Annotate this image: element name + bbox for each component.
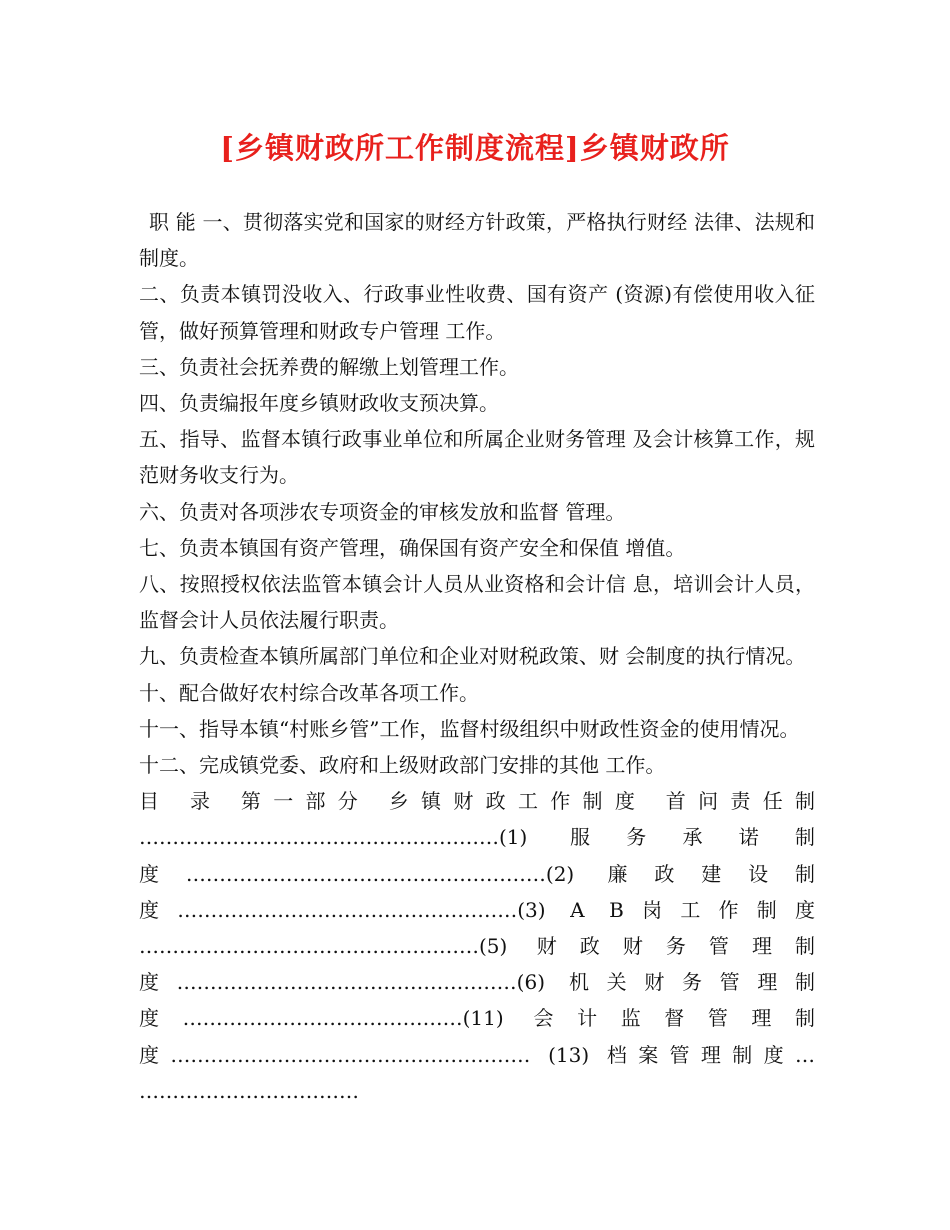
paragraph-item-9: 九、负责检查本镇所属部门单位和企业对财税政策、财 会制度的执行情况。 [139, 644, 806, 669]
paragraph-item-11: 十一、指导本镇“村账乡管”工作，监督村级组织中财政性资金的使用情况。 [139, 716, 800, 741]
paragraph-item-5: 五、指导、监督本镇行政事业单位和所属企业财务管理 及会计核算工作，规范财务收支行为。 [139, 427, 815, 488]
paragraph-item-4: 四、负责编报年度乡镇财政收支预决算。 [139, 391, 499, 416]
document-body [139, 204, 815, 1109]
table-of-contents: 目 录 第一部分 乡镇财政工作制度 首问责任制 ………………………………………………(1) 服务承诺制度………………………………………………(2) 廉政建设制度……………………………………………(3) A B岗工作制度 ……………………………………………(5) 财政财务管理制度……………………………………………(6) 机关财务管理制度……………………………………(11) 会计监督管理制度……………………………………………… (13) 档案管理制度… …………………………… [139, 789, 815, 1103]
document-title: [乡镇财政所工作制度流程]乡镇财政所 [220, 131, 730, 165]
paragraph-item-10: 十、配合做好农村综合改革各项工作。 [139, 680, 479, 705]
paragraph-item-6: 六、负责对各项涉农专项资金的审核发放和监督 管理。 [139, 499, 626, 524]
paragraph-item-3: 三、负责社会抚养费的解缴上划管理工作。 [139, 354, 519, 379]
paragraph-item-7: 七、负责本镇国有资产管理，确保国有资产安全和保值 增值。 [139, 535, 686, 560]
paragraph-functions: 职 能 一、贯彻落实党和国家的财经方针政策，严格执行财经 法律、法规和制度。 [139, 210, 815, 271]
paragraph-item-2: 二、负责本镇罚没收入、行政事业性收费、国有资产 (资源)有偿使用收入征管，做好预算管理和财政专户管理 工作。 [139, 282, 815, 343]
paragraph-item-8: 八、按照授权依法监管本镇会计人员从业资格和会计信 息，培训会计人员，监督会计人员依法履行职责。 [139, 572, 815, 633]
paragraph-item-12: 十二、完成镇党委、政府和上级财政部门安排的其他 工作。 [139, 753, 666, 778]
